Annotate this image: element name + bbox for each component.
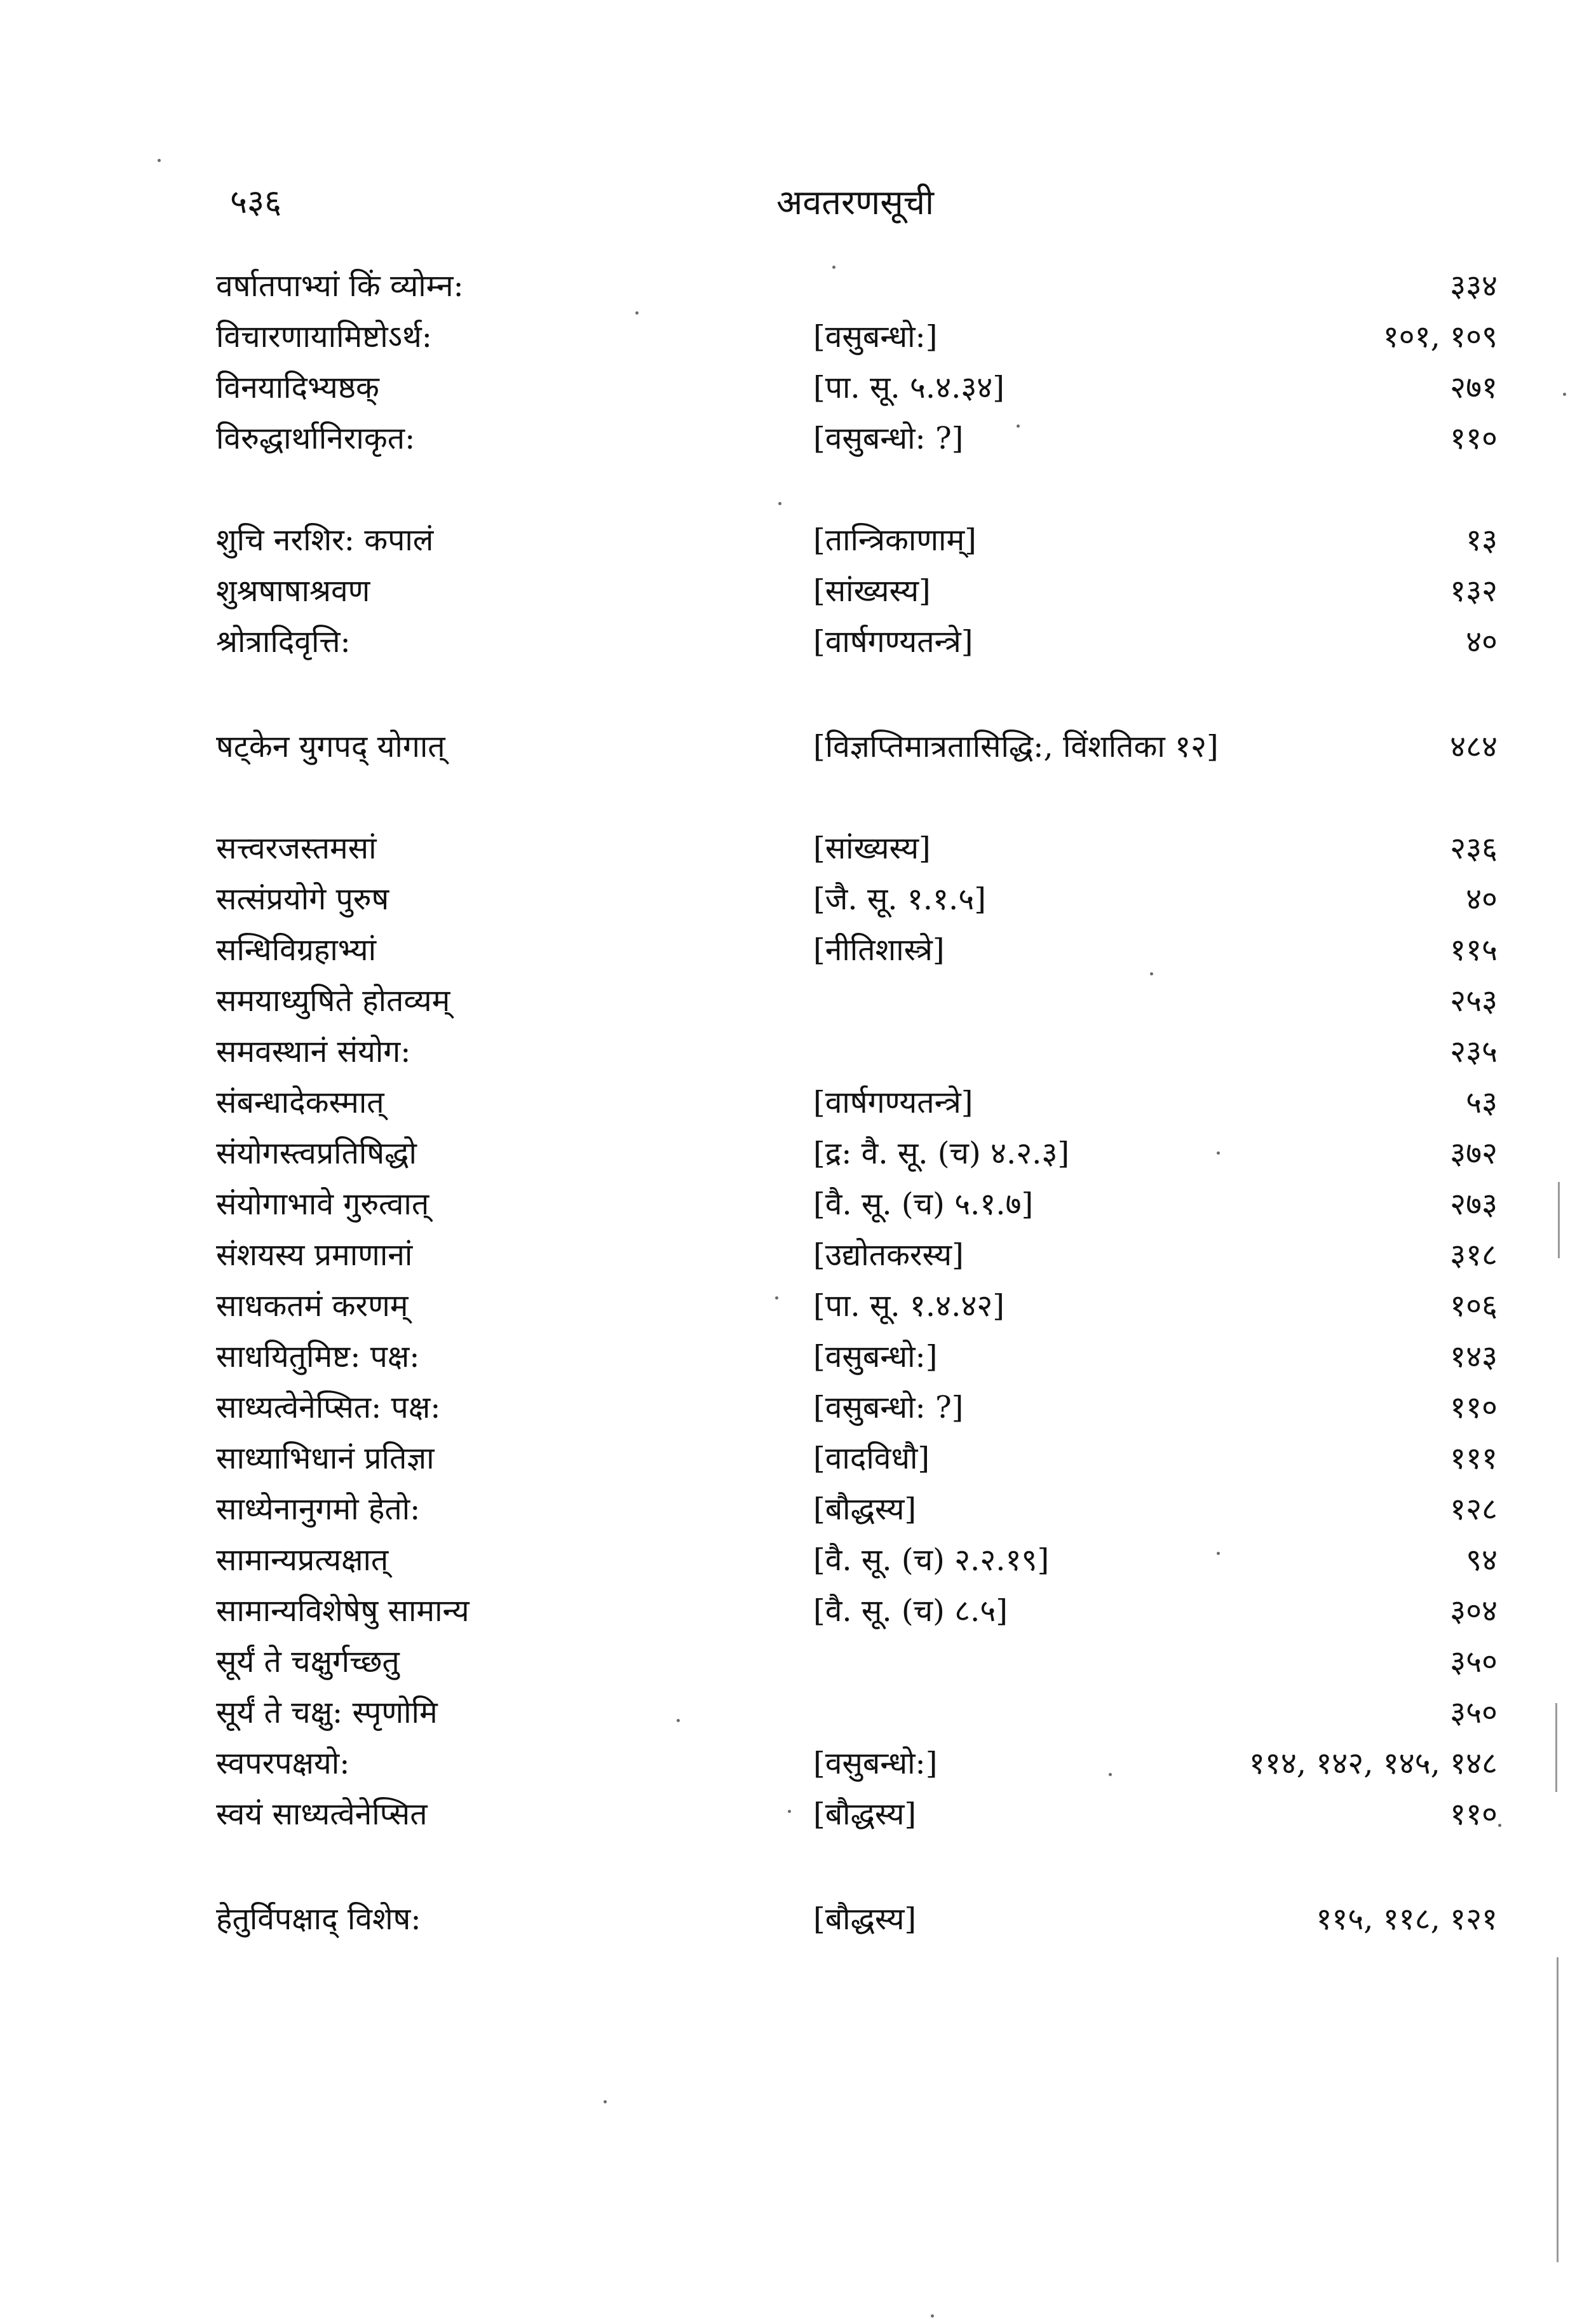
index-entry bbox=[0, 1433, 1596, 1484]
entry-source: [सांख्यस्य] bbox=[813, 831, 931, 866]
entry-pages: ४८४ bbox=[1450, 729, 1498, 764]
index-entry bbox=[0, 261, 1596, 311]
scan-speck bbox=[788, 1810, 791, 1813]
entry-quote: श्रोत्रादिवृत्ति: bbox=[216, 624, 351, 660]
entry-source: [बौद्धस्य] bbox=[813, 1491, 917, 1527]
entry-pages: २७३ bbox=[1450, 1186, 1498, 1222]
index-entry bbox=[0, 566, 1596, 616]
index-entry bbox=[0, 1382, 1596, 1433]
entry-quote: विरुद्धार्थानिराकृत: bbox=[216, 421, 416, 456]
scan-speck bbox=[1217, 1552, 1220, 1555]
entry-pages: ११४, १४२, १४५, १४८ bbox=[1248, 1746, 1498, 1781]
entry-pages: ३७२ bbox=[1450, 1136, 1498, 1171]
entry-pages: १११ bbox=[1450, 1441, 1498, 1476]
entry-quote: संशयस्य प्रमाणानां bbox=[216, 1237, 413, 1273]
entry-source: [वार्षगण्यतन्त्रे] bbox=[813, 1085, 973, 1120]
entry-source: [वै. सू. (च) ८.५] bbox=[813, 1593, 1008, 1629]
entry-pages: ११० bbox=[1450, 1796, 1498, 1832]
entry-pages: ४० bbox=[1466, 624, 1498, 660]
entry-quote: सत्संप्रयोगे पुरुष bbox=[216, 881, 389, 917]
entry-quote: साधकतमं करणम् bbox=[216, 1288, 409, 1324]
index-entry bbox=[0, 1179, 1596, 1230]
entry-source: [वसुबन्धो:] bbox=[813, 1339, 938, 1375]
entry-source: [वै. सू. (च) ५.१.७] bbox=[813, 1186, 1034, 1222]
index-entry bbox=[0, 1484, 1596, 1535]
entry-source: [जै. सू. १.१.५] bbox=[813, 881, 986, 917]
index-entry bbox=[0, 413, 1596, 464]
scan-speck bbox=[635, 311, 639, 315]
entry-quote: हेतुर्विपक्षाद् विशेष: bbox=[216, 1901, 421, 1937]
scan-speck bbox=[677, 1719, 680, 1722]
entry-pages: ५३ bbox=[1466, 1085, 1498, 1120]
index-entry bbox=[0, 1687, 1596, 1738]
entry-pages: ११० bbox=[1450, 421, 1498, 456]
entry-pages: ११५ bbox=[1450, 932, 1498, 968]
scan-speck bbox=[1563, 393, 1566, 396]
entry-pages: ११० bbox=[1450, 1390, 1498, 1425]
scan-speck bbox=[931, 2314, 934, 2318]
entry-quote: साध्यत्वेनेप्सित: पक्ष: bbox=[216, 1390, 441, 1425]
entry-quote: सूर्यं ते चक्षु: स्पृणोमि bbox=[216, 1695, 438, 1730]
entry-quote: संयोगस्त्वप्रतिषिद्धो bbox=[216, 1136, 417, 1171]
entry-source: [बौद्धस्य] bbox=[813, 1901, 917, 1937]
index-entry bbox=[0, 1331, 1596, 1382]
entry-source: [द्र: वै. सू. (च) ४.२.३] bbox=[813, 1136, 1070, 1171]
index-entry bbox=[0, 1077, 1596, 1128]
entry-pages: ३५० bbox=[1450, 1695, 1498, 1730]
scan-speck bbox=[1498, 1824, 1501, 1827]
index-entry bbox=[0, 975, 1596, 1026]
index-entry bbox=[0, 1738, 1596, 1789]
index-entry bbox=[0, 823, 1596, 874]
entry-pages: १०१, १०९ bbox=[1383, 319, 1498, 355]
index-entry bbox=[0, 925, 1596, 975]
index-entry bbox=[0, 1789, 1596, 1840]
index-entry bbox=[0, 362, 1596, 413]
entry-source: [पा. सू. १.४.४२] bbox=[813, 1288, 1004, 1324]
scan-speck bbox=[778, 502, 781, 505]
entry-source: [वसुबन्धो:] bbox=[813, 319, 938, 355]
entry-pages: २७१ bbox=[1450, 370, 1498, 405]
page-number: ५३६ bbox=[230, 183, 282, 221]
scan-speck bbox=[158, 159, 161, 162]
entry-quote: सन्धिविग्रहाभ्यां bbox=[216, 932, 377, 968]
entry-quote: सत्त्वरजस्तमसां bbox=[216, 831, 377, 866]
entry-pages: १३ bbox=[1466, 522, 1498, 558]
entry-pages: २३५ bbox=[1450, 1034, 1498, 1069]
scan-speck bbox=[1017, 424, 1020, 428]
scan-edge-line bbox=[1558, 1182, 1560, 1258]
index-entry bbox=[0, 1585, 1596, 1636]
entry-pages: ३३४ bbox=[1450, 268, 1498, 304]
entry-quote: शुचि नरशिर: कपालं bbox=[216, 522, 434, 558]
index-entry bbox=[0, 1230, 1596, 1280]
entry-source: [वै. सू. (च) २.२.१९] bbox=[813, 1542, 1050, 1578]
entry-quote: संबन्धादेकस्मात् bbox=[216, 1085, 384, 1120]
index-entry bbox=[0, 874, 1596, 925]
entry-source: [उद्योतकरस्य] bbox=[813, 1237, 964, 1273]
entry-quote: सामान्यविशेषेषु सामान्य bbox=[216, 1593, 470, 1629]
entry-pages: ३१८ bbox=[1450, 1237, 1498, 1273]
entry-source: [पा. सू. ५.४.३४] bbox=[813, 370, 1004, 405]
scan-speck bbox=[1217, 1151, 1220, 1155]
entry-pages: १२८ bbox=[1450, 1491, 1498, 1527]
entry-pages: १३२ bbox=[1450, 573, 1498, 609]
entry-quote: विचारणायामिष्टोऽर्थ: bbox=[216, 319, 432, 355]
index-entry bbox=[0, 1894, 1596, 1945]
scan-speck bbox=[832, 266, 835, 269]
index-entry bbox=[0, 1636, 1596, 1687]
entry-quote: स्वपरपक्षयो: bbox=[216, 1746, 350, 1781]
entry-quote: सूर्यं ते चक्षुर्गच्छतु bbox=[216, 1644, 400, 1680]
entry-quote: स्वयं साध्यत्वेनेप्सित bbox=[216, 1796, 428, 1832]
entry-pages: १०६ bbox=[1450, 1288, 1498, 1324]
entry-quote: साधयितुमिष्ट: पक्ष: bbox=[216, 1339, 420, 1375]
index-entry bbox=[0, 311, 1596, 362]
entry-quote: साध्येनानुगमो हेतो: bbox=[216, 1491, 421, 1527]
entry-source: [तान्त्रिकाणाम्] bbox=[813, 522, 977, 558]
entry-quote: साध्याभिधानं प्रतिज्ञा bbox=[216, 1441, 435, 1476]
entry-source: [वसुबन्धो: ?] bbox=[813, 1390, 964, 1425]
scan-edge-line bbox=[1555, 1703, 1557, 1792]
index-entry bbox=[0, 1026, 1596, 1077]
entry-quote: समवस्थानं संयोग: bbox=[216, 1034, 411, 1069]
entry-quote: सामान्यप्रत्यक्षात् bbox=[216, 1542, 389, 1578]
entry-pages: २३६ bbox=[1450, 831, 1498, 866]
entry-pages: ४० bbox=[1466, 881, 1498, 917]
entry-pages: ३५० bbox=[1450, 1644, 1498, 1680]
entry-quote: शुश्रषाषाश्रवण bbox=[216, 573, 370, 609]
entry-quote: संयोगाभावे गुरुत्वात् bbox=[216, 1186, 429, 1222]
scan-speck bbox=[775, 1296, 778, 1300]
entry-source: [वादविधौ] bbox=[813, 1441, 930, 1476]
scan-speck bbox=[604, 2100, 607, 2103]
entry-quote: समयाध्युषिते होतव्यम् bbox=[216, 983, 450, 1019]
entry-source: [नीतिशास्त्रे] bbox=[813, 932, 945, 968]
entry-pages: १४३ bbox=[1450, 1339, 1498, 1375]
entry-pages: ९४ bbox=[1466, 1542, 1498, 1578]
entry-source: [विज्ञप्तिमात्रतासिद्धि:, विंशतिका १२] bbox=[813, 729, 1219, 764]
scan-edge-line bbox=[1557, 1957, 1559, 2262]
scan-speck bbox=[1150, 972, 1153, 975]
entry-source: [वार्षगण्यतन्त्रे] bbox=[813, 624, 973, 660]
entry-quote: विनयादिभ्यष्ठक् bbox=[216, 370, 379, 405]
scan-speck bbox=[1109, 1773, 1112, 1776]
entry-pages: २५३ bbox=[1450, 983, 1498, 1019]
page-title: अवतरणसूची bbox=[776, 182, 934, 222]
entry-pages: ११५, ११८, १२१ bbox=[1316, 1901, 1498, 1937]
entry-pages: ३०४ bbox=[1450, 1593, 1498, 1629]
index-entry bbox=[0, 1128, 1596, 1179]
entry-source: [सांख्यस्य] bbox=[813, 573, 931, 609]
entry-source: [वसुबन्धो:] bbox=[813, 1746, 938, 1781]
index-entry bbox=[0, 1280, 1596, 1331]
index-entry bbox=[0, 515, 1596, 566]
entry-source: [वसुबन्धो: ?] bbox=[813, 421, 964, 456]
entry-quote: षट्केन युगपद् योगात् bbox=[216, 729, 445, 764]
index-entry bbox=[0, 616, 1596, 667]
index-entry bbox=[0, 721, 1596, 772]
entry-quote: वर्षातपाभ्यां किं व्योम्न: bbox=[216, 268, 464, 304]
entry-source: [बौद्धस्य] bbox=[813, 1796, 917, 1832]
index-entry bbox=[0, 1535, 1596, 1585]
